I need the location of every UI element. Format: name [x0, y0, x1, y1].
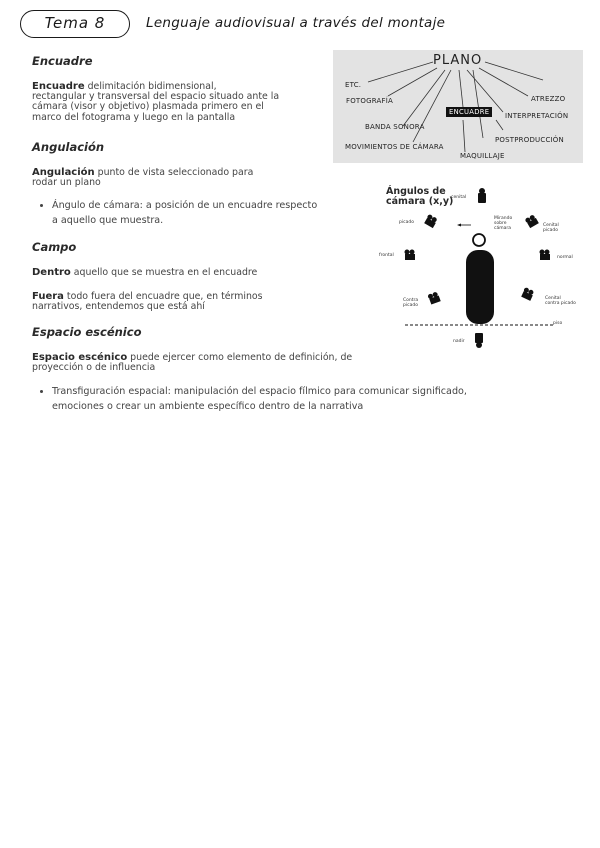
term-fuera: Fuera	[32, 291, 64, 302]
plano-item-encuadre: ENCUADRE	[446, 107, 492, 117]
angle-label-normal: normal	[557, 255, 573, 260]
heading-campo: Campo	[32, 240, 77, 254]
page-title: Lenguaje audiovisual a través del montaje	[146, 15, 446, 31]
heading-espacio-escenico: Espacio escénico	[32, 325, 142, 339]
fuera-text-2: narrativos, entendemos que está ahí	[32, 301, 205, 313]
heading-angulacion: Angulación	[32, 140, 105, 154]
plano-item-banda-sonora: BANDA SONORA	[365, 123, 425, 131]
plano-item-maquillaje: MAQUILLAJE	[460, 152, 505, 160]
fuera-text-1: todo fuera del encuadre que, en términos	[66, 291, 263, 302]
encuadre-text-2: rectangular y transversal del espacio situado ante la	[32, 91, 280, 103]
angulacion-definition	[32, 168, 332, 188]
plano-item-atrezzo: ATREZZO	[531, 95, 566, 103]
dentro-text: aquello que se muestra en el encuadre	[73, 267, 258, 278]
plano-item-fotografia: FOTOGRAFÍA	[346, 97, 393, 105]
plano-item-postproduccion: POSTPRODUCCIÓN	[495, 136, 564, 144]
topic-pill	[20, 10, 130, 38]
angle-label-cenital-picado: Cenital picado	[543, 223, 559, 233]
angle-label-cenital: cenital	[451, 195, 467, 200]
camera-angles-diagram	[375, 183, 585, 353]
angulacion-text-2: rodar un plano	[32, 177, 101, 189]
angulacion-text-1: punto de vista seleccionado para	[97, 167, 254, 178]
angle-label-picado: picado	[399, 220, 414, 225]
list-item	[32, 384, 562, 414]
list-item	[32, 198, 372, 228]
espacio-text-1: puede ejercer como elemento de definición, de	[130, 352, 353, 363]
plano-diagram	[333, 50, 583, 163]
angle-label-piso: piso	[553, 321, 563, 326]
angle-label-cenital-contrapicado: Cenital contra picado	[545, 296, 576, 306]
espacio-bullets	[32, 384, 562, 414]
angle-label-nadir: nadir	[453, 339, 465, 344]
plano-item-etc: ETC.	[345, 81, 362, 89]
term-encuadre: Encuadre	[32, 81, 85, 92]
angles-title-line-1: Ángulos de	[386, 186, 446, 197]
person-silhouette	[466, 234, 494, 324]
campo-dentro	[32, 268, 332, 278]
angulacion-bullets	[32, 198, 372, 228]
encuadre-text-1: delimitación bidimensional,	[87, 81, 217, 92]
angles-graphics	[375, 183, 585, 353]
plano-item-movimientos: MOVIMIENTOS DE CÁMARA	[345, 143, 444, 151]
term-dentro: Dentro	[32, 267, 71, 278]
encuadre-text-4: marco del fotograma y luego en la pantalla	[32, 111, 236, 123]
angle-label-frontal: frontal	[379, 253, 394, 258]
plano-center-label: PLANO	[433, 53, 483, 68]
espacio-text-2: proyección o de influencia	[32, 362, 156, 374]
angles-title-line-2: cámara (x,y)	[386, 196, 454, 207]
espacio-bullet-text-1: Transfiguración espacial: manipulación del espacio fílmico para comunicar significado,	[52, 386, 467, 397]
encuadre-text-3: cámara (visor y objetivo) plasmada primero en el	[32, 101, 264, 113]
angulacion-bullet-text-2: a aquello que muestra.	[52, 215, 164, 226]
angulacion-bullet-text-1: Ángulo de cámara: a posición de un encuadre respecto	[52, 200, 318, 211]
campo-fuera	[32, 292, 332, 312]
espacio-definition	[32, 353, 412, 373]
term-angulacion: Angulación	[32, 167, 95, 178]
angle-label-contra-picado: Contra picado	[403, 298, 419, 308]
heading-encuadre: Encuadre	[32, 54, 93, 68]
topic-number: Tema 8	[44, 14, 106, 32]
plano-item-interpretacion: INTERPRETACIÓN	[505, 112, 569, 120]
term-espacio-escenico: Espacio escénico	[32, 352, 128, 363]
encuadre-definition	[32, 82, 332, 123]
angle-label-mirando: Mirando sobre cámara	[494, 216, 513, 231]
espacio-bullet-text-2: emociones o crear un ambiente específico dentro de la narrativa	[52, 401, 364, 412]
